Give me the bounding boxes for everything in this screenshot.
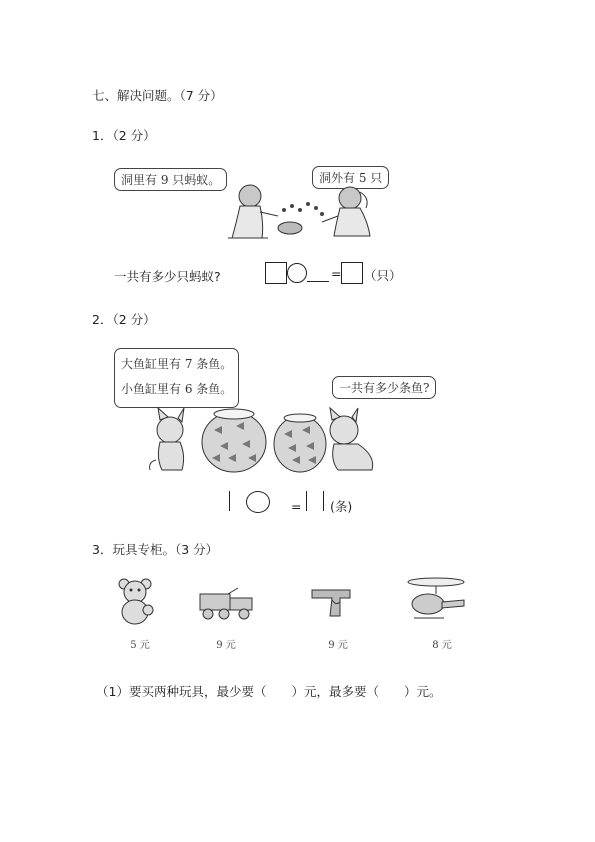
toy-price-1: 5 元 <box>130 640 150 651</box>
q1-bubble-left: 洞里有 9 只蚂蚁。 <box>114 168 227 191</box>
q3-sub1: （1）要买两种玩具，最少要（ ）元，最多要（ ）元。 <box>96 684 442 699</box>
q1-bubble-right: 洞外有 5 只 <box>312 166 389 189</box>
cat-right-icon <box>330 408 373 470</box>
q2-answer-bar-3[interactable] <box>323 491 324 511</box>
toy-truck-icon <box>198 586 256 620</box>
q2-number: 2．（2 分） <box>92 312 156 327</box>
girl-icon <box>322 187 370 236</box>
fish-tanks-illustration <box>148 400 383 480</box>
q2-unit: (条) <box>330 499 353 514</box>
children-ants-illustration <box>222 176 382 246</box>
q3-title: 3．玩具专柜。（3 分） <box>92 542 219 557</box>
toy-price-2: 9 元 <box>216 640 236 651</box>
teddy-bear-icon <box>114 576 156 626</box>
q2-bubble-left <box>114 348 239 408</box>
q1-unit: （只） <box>364 268 402 283</box>
q1-question: 一共有多少只蚂蚁? <box>114 269 221 284</box>
toy-price-3: 9 元 <box>328 640 348 651</box>
ant-hole-icon <box>278 222 302 234</box>
toy-price-4: 8 元 <box>432 640 452 651</box>
helicopter-icon <box>404 576 468 624</box>
q2-answer-bar-2[interactable] <box>306 491 307 511</box>
boy-icon <box>228 185 278 238</box>
q2-operator-circle[interactable] <box>246 491 270 513</box>
q1-operator-circle[interactable] <box>287 263 307 283</box>
big-fish-tank-icon <box>202 409 266 472</box>
q2-equals-sign: = <box>291 499 302 514</box>
q1-result-box[interactable] <box>341 262 363 284</box>
q1-number: 1．（2 分） <box>92 128 156 143</box>
q1-answer-blank[interactable] <box>307 281 329 282</box>
cat-left-icon <box>150 408 184 470</box>
section-heading: 七、解决问题。（7 分） <box>92 88 223 103</box>
q2-bubble-right: 一共有多少条鱼? <box>332 376 436 399</box>
q2-bubble-line1: 大鱼缸里有 7 条鱼。 <box>121 357 233 371</box>
ants-icon <box>282 202 324 216</box>
q1-answer-box-1[interactable] <box>265 262 287 284</box>
q2-bubble-line2: 小鱼缸里有 6 条鱼。 <box>121 382 233 396</box>
toy-pistol-icon <box>310 586 356 620</box>
q1-equals-sign: = <box>331 266 342 281</box>
q2-answer-bar-1[interactable] <box>229 491 230 511</box>
